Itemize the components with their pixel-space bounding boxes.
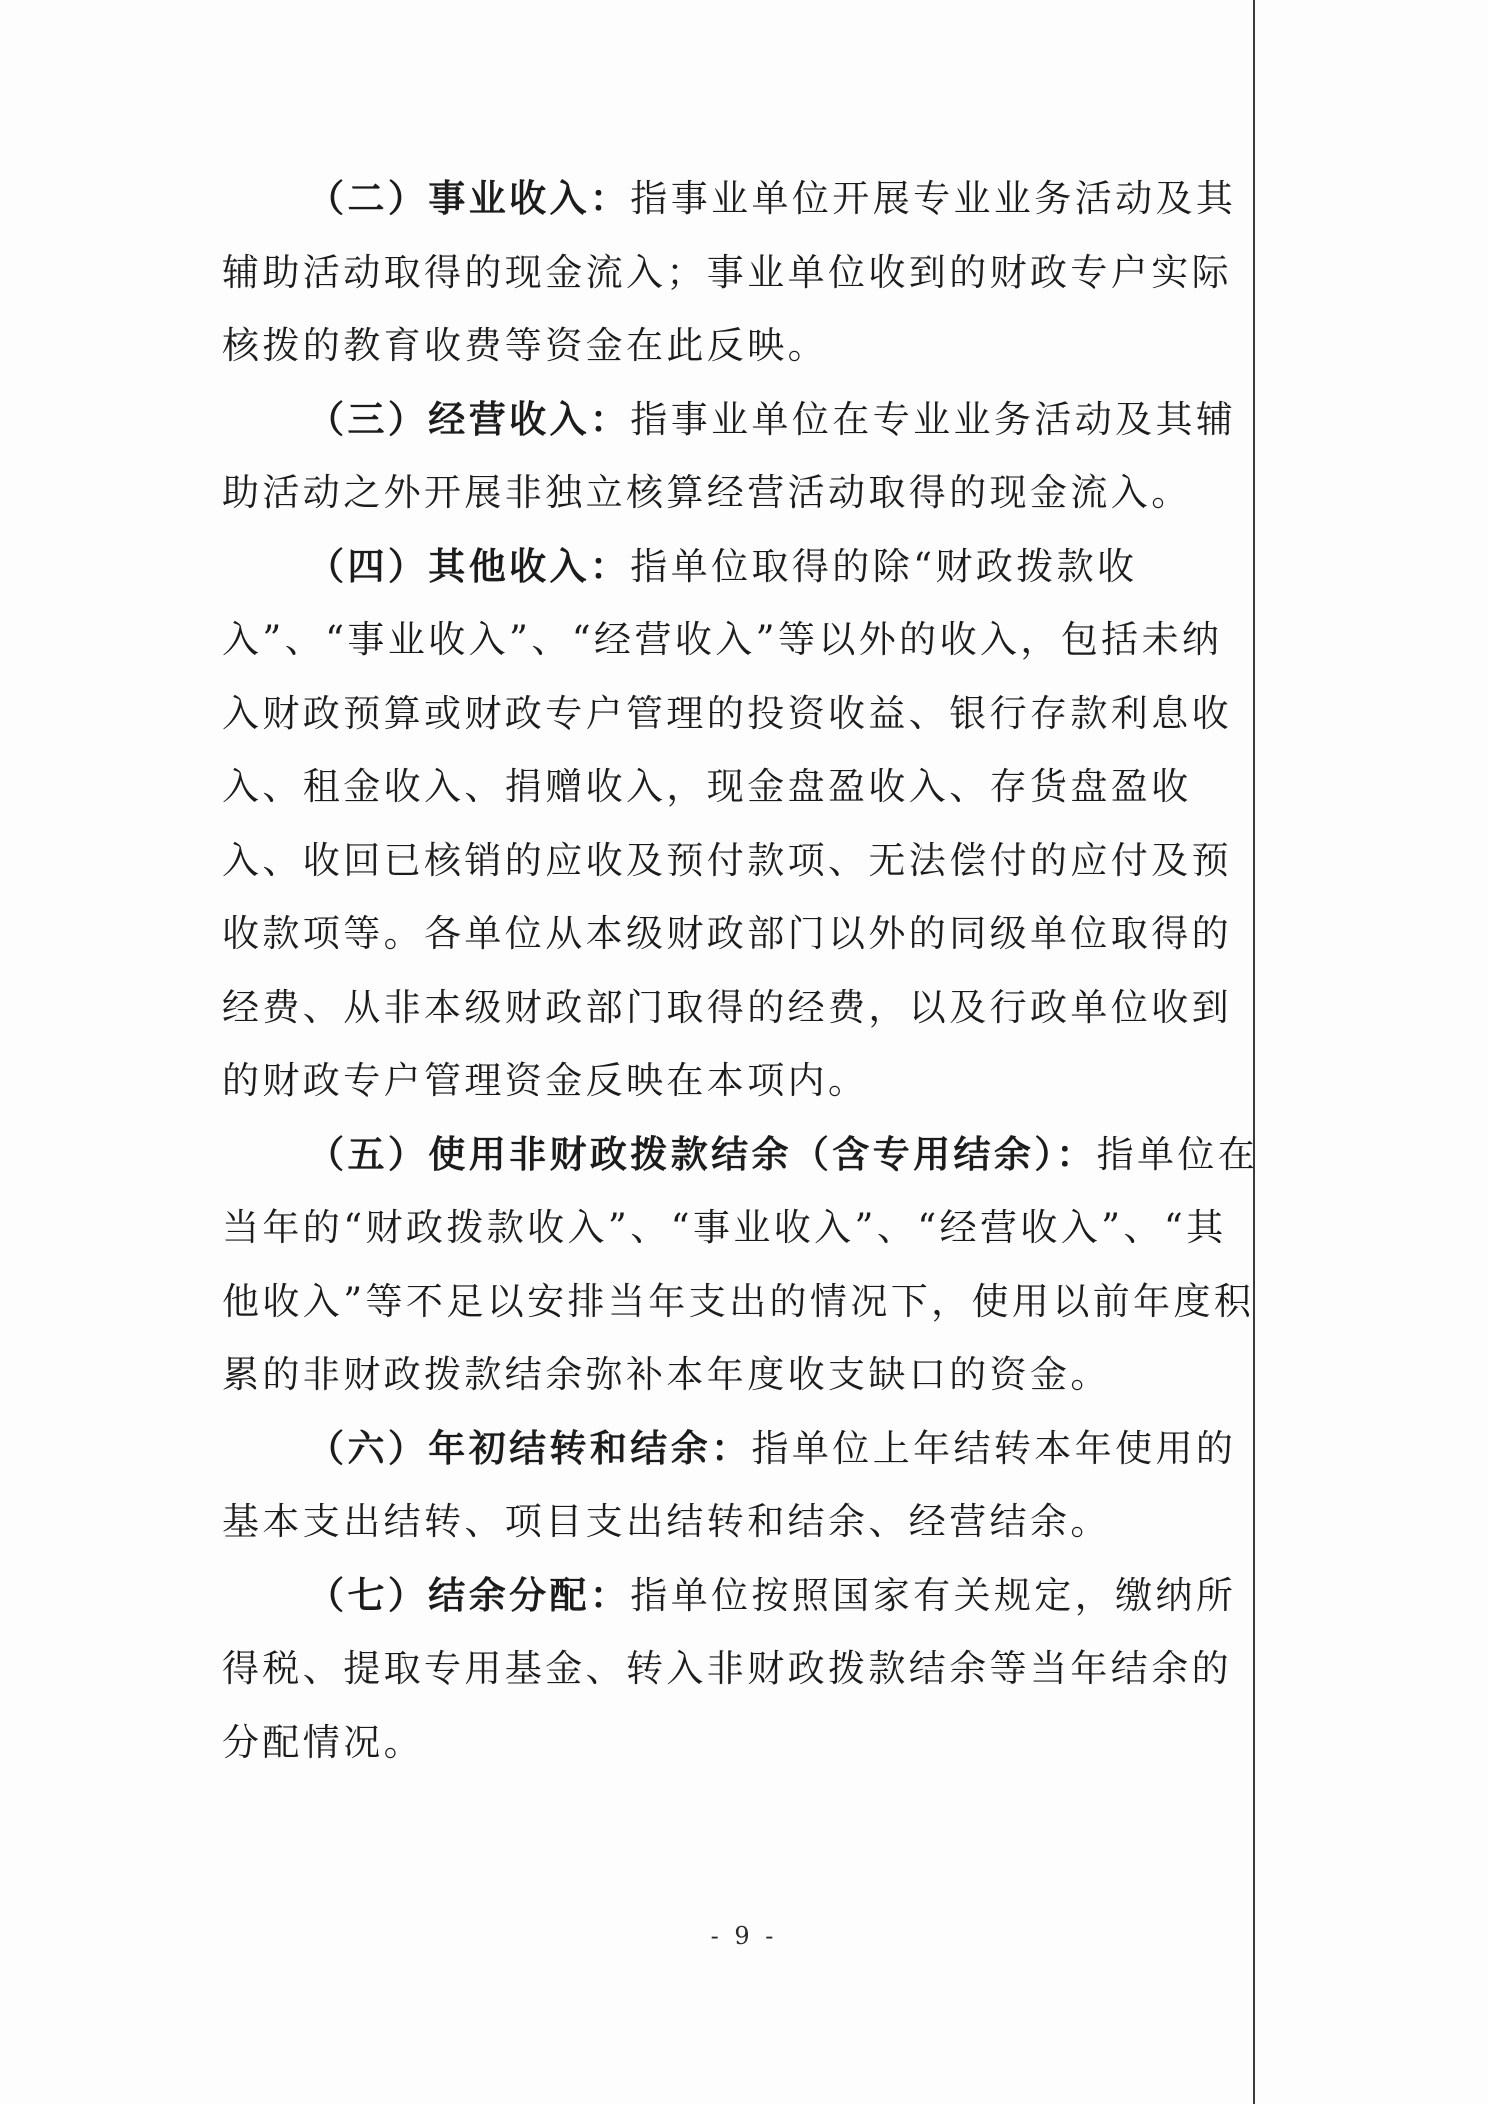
section-5-heading: （五）使用非财政拨款结余（含专用结余）： <box>307 1131 1097 1176</box>
section-6-paragraph <box>222 1412 1262 1559</box>
section-3-paragraph <box>222 383 1262 530</box>
section-7-text: 指单位按照国家有关规定，缴纳所得税、提取专用基金、转入非财政拨款结余等当年结余的分配情况。 <box>222 1573 1237 1764</box>
page-number: - 9 - <box>710 1922 778 1950</box>
section-6-heading: （六）年初结转和结余： <box>307 1425 752 1470</box>
section-2-paragraph <box>222 162 1262 383</box>
section-2-text: 指事业单位开展专业业务活动及其辅助活动取得的现金流入；事业单位收到的财政专户实际核拨的教育收费等资金在此反映。 <box>222 177 1237 367</box>
section-4-paragraph <box>222 530 1262 1118</box>
section-7-heading: （七）结余分配： <box>307 1572 631 1617</box>
section-5-paragraph <box>222 1118 1262 1412</box>
section-2-heading: （二）事业收入： <box>307 176 631 220</box>
section-4-heading: （四）其他收入： <box>307 543 631 588</box>
section-4-text: 指单位取得的除“财政拨款收入”、“事业收入”、“经营收入”等以外的收入，包括未纳入财政预算或财政专户管理的投资收益、银行存款利息收入、租金收入、捐赠收入，现金盘盈收入、存货盘盈收入、收回已核销的应收及预付款项、无法偿付的应付及预收款项等。各单位从本级财政部门以外的同级单位取得的经费、从非本级财政部门取得的经费，以及行政单位收到的财政专户管理资金反映在本项内。 <box>222 544 1232 1102</box>
section-3-text: 指事业单位在专业业务活动及其辅助活动之外开展非独立核算经营活动取得的现金流入。 <box>222 397 1237 514</box>
section-3-heading: （三）经营收入： <box>307 396 631 441</box>
section-7-paragraph <box>222 1559 1262 1780</box>
section-6-text: 指单位上年结转本年使用的基本支出结转、项目支出结转和结余、经营结余。 <box>222 1426 1237 1543</box>
section-5-text: 指单位在当年的“财政拨款收入”、“事业收入”、“经营收入”、“其他收入”等不足以安排当年支出的情况下，使用以前年度积累的非财政拨款结余弥补本年度收支缺口的资金。 <box>222 1132 1259 1396</box>
document-body <box>222 162 1262 1779</box>
